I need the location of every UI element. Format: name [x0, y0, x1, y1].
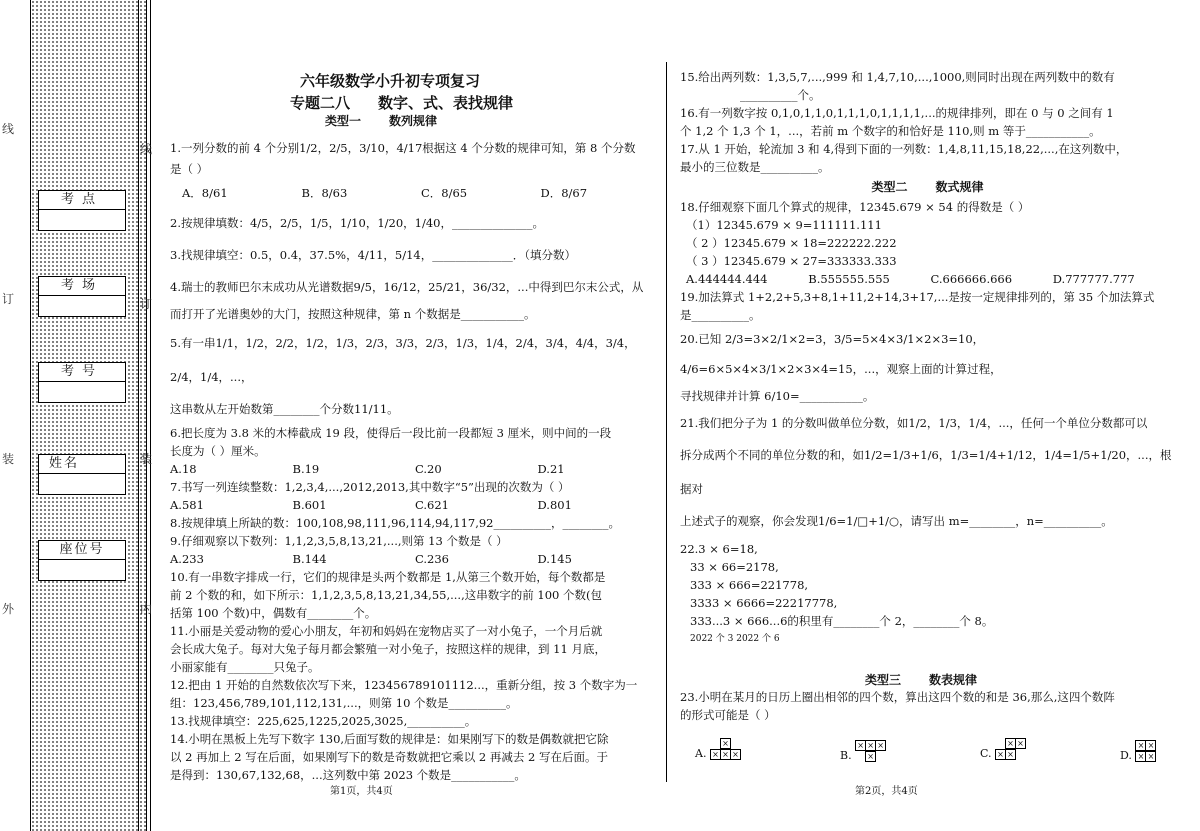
inner-mark: 线	[140, 142, 153, 156]
column-divider	[666, 62, 667, 782]
field-seat-number: 座位号	[38, 540, 126, 581]
page-title: 六年级数学小升初专项复习	[299, 72, 480, 90]
field-box[interactable]	[39, 474, 125, 494]
outer-mark: 装	[2, 452, 15, 466]
question: 寻找规律并计算 6/10=___________。	[680, 389, 875, 403]
section-heading-type3: 类型三 数表规律	[865, 673, 978, 687]
question: 这串数从左开始数第________个分数11/11。	[170, 402, 399, 416]
question: 8.按规律填上所缺的数：100,108,98,111,96,114,94,117,92__________，________。	[170, 516, 620, 530]
q23-block	[680, 688, 1175, 724]
field-box[interactable]	[39, 296, 125, 316]
question: 最小的三位数是__________。	[680, 160, 830, 174]
field-box[interactable]	[39, 560, 125, 580]
right-column	[680, 68, 1175, 648]
question: 9.仔细观察以下数列：1,1,2,3,5,8,13,21,...,则第 13 个数是（ ）	[170, 534, 508, 548]
q23-option-a[interactable]: A. × × × ×	[695, 738, 740, 760]
options: A.18 B.19 C.20 D.21	[170, 462, 565, 476]
section-heading-type1: 类型一 数列规律	[325, 114, 438, 128]
question: 上述式子的观察，你会发现1/6=1/□+1/○，请写出 m=________，n=__________。	[680, 514, 1113, 528]
field-exam-site: 考点	[38, 190, 126, 231]
question: 3.找规律填空：0.5，0.4，37.5%，4/11，5/14，______________．（填分数）	[170, 248, 576, 262]
question: 4.瑞士的教师巴尔末成功从光谱数据9/5，16/12，25/21，36/32，...中得到巴尔末公式，从	[170, 280, 644, 294]
dotted-binding-strip	[30, 0, 147, 831]
topic-title: 专题二八 数字、式、表找规律	[290, 94, 514, 112]
grid-icon: × × × ×	[995, 738, 1025, 760]
field-exam-room: 考场	[38, 276, 126, 317]
question: 拆分成两个不同的单位分数的和，如1/2=1/3+1/6，1/3=1/4+1/12，1/4=1/5+1/20，...，根据对	[680, 448, 1172, 496]
field-exam-number: 考号	[38, 362, 126, 403]
binding-margin	[12, 0, 152, 831]
question: 6.把长度为 3.8 米的木棒截成 19 段，使得后一段比前一段都短 3 厘米，则中间的一段	[170, 426, 612, 440]
q23-option-d[interactable]: D. × × × ×	[1120, 738, 1155, 762]
question: 22.3 × 6=18,	[680, 542, 758, 556]
outer-mark: 外	[2, 602, 15, 616]
question: 前 2 个数的和，如下所示：1,1,2,3,5,8,13,21,34,55,...,这串数字的前 100 个数(包	[170, 588, 602, 602]
grid-icon: × × × ×	[855, 740, 885, 762]
section-heading-type2: 类型二 数式规律	[871, 180, 984, 194]
question: 16.有一列数字按 0,1,0,1,1,0,1,1,1,0,1,1,1,1,...的规律排列，即在 0 与 0 之间有 1	[680, 106, 1114, 120]
question: 而打开了光谱奥妙的大门，按照这种规律，第 n 个数据是___________。	[170, 307, 536, 321]
question: 33 × 66=2178,	[690, 560, 779, 574]
grid-icon: × × × ×	[710, 738, 740, 760]
question: 20.已知 2/3=3×2/1×2=3，3/5=5×4×3/1×2×3=10，4/6=6×5×4×3/1×2×3×4=15，...，观察上面的计算过程，	[680, 332, 1002, 376]
options: A.444444.444 B.555555.555 C.666666.666 D.777777.777	[686, 272, 1135, 286]
question: 组：123,456,789,101,112,131,...，则第 10 个数是__________。	[170, 696, 518, 710]
inner-mark: 订	[140, 297, 153, 311]
question: 小丽家能有________只兔子。	[170, 660, 320, 674]
question: 13.找规律填空：225,625,1225,2025,3025,__________。	[170, 714, 477, 728]
left-column	[170, 138, 660, 784]
question: （ 3 ）12345.679 × 27=333333.333	[686, 254, 897, 268]
options: A.233 B.144 C.236 D.145	[170, 552, 572, 566]
question: 个 1,2 个 1,3 个 1，...，若前 m 个数字的和恰好是 110,则 m 等于___________。	[680, 124, 1101, 138]
question: 1.一列分数的前 4 个分别1/2，2/5，3/10，4/17根据这 4 个分数的规律可知，第 8 个分数	[170, 141, 636, 155]
outer-mark: 线	[2, 122, 15, 136]
inner-mark: 内	[140, 602, 153, 616]
inner-mark: 装	[140, 452, 153, 466]
page-number: 第2页，共4页	[855, 786, 918, 797]
question: 15.给出两列数：1,3,5,7,...,999 和 1,4,7,10,...,1000,则同时出现在两列数中的数有	[680, 70, 1115, 84]
q23-option-b[interactable]: B. × × × ×	[840, 738, 885, 762]
question: （1）12345.679 × 9=111111.111	[686, 218, 882, 232]
question: （ 2 ）12345.679 × 18=222222.222	[686, 236, 897, 250]
question: 以 2 再加上 2 写在后面，如果刚写下的数是奇数就把它乘以 2 再减去 2 写在后面。于	[170, 750, 609, 764]
question: 23.小明在某月的日历上圈出相邻的四个数，算出这四个数的和是 36,那么,这四个数阵	[680, 690, 1115, 704]
question: 是得到：130,67,132,68，...这列数中第 2023 个数是___________。	[170, 768, 526, 782]
question: 的形式可能是（ ）	[680, 708, 776, 722]
question: 12.把由 1 开始的自然数依次写下来，123456789101112...，重新分组，按 3 个数字为一	[170, 678, 638, 692]
q23-option-c[interactable]: C. × × × ×	[980, 738, 1025, 760]
question: 3333 × 6666=22217778,	[690, 596, 838, 610]
grid-icon: × × × ×	[1135, 740, 1155, 762]
field-box[interactable]	[39, 210, 125, 230]
question: 11.小丽是关爱动物的爱心小朋友，年初和妈妈在宠物店买了一对小兔子，一个月后就	[170, 624, 603, 638]
question: 长度为（ ）厘米。	[170, 444, 266, 458]
options: A．8/61 B．8/63 C．8/65 D．8/67	[182, 186, 588, 200]
question: 21.我们把分子为 1 的分数叫做单位分数，如1/2，1/3，1/4，...，任何一个单位分数都可以	[680, 416, 1148, 430]
page-number: 第1页，共4页	[330, 786, 393, 797]
binding-line	[138, 0, 139, 831]
field-box[interactable]	[39, 382, 125, 402]
binding-line-2	[150, 0, 151, 831]
question: 333...3 × 666...6的积里有________个 2，________个 8。	[690, 614, 994, 628]
question: 是（ ）	[170, 162, 209, 176]
question: 333 × 666=221778,	[690, 578, 809, 592]
options: A.581 B.601 C.621 D.801	[170, 498, 572, 512]
field-name: 姓名	[38, 454, 126, 495]
question: 7.书写一列连续整数：1,2,3,4,...,2012,2013,其中数字“5”出现的次数为（ ）	[170, 480, 570, 494]
question: __________个。	[740, 88, 821, 102]
question: 5.有一串1/1，1/2，2/2，1/2，1/3，2/3，3/3，2/3，1/3，1/4，2/4，3/4，4/4，3/4，2/4，1/4，...，	[170, 336, 636, 384]
question: 是__________。	[680, 308, 761, 322]
question: 18.仔细观察下面几个算式的规律，12345.679 × 54 的得数是（ ）	[680, 200, 1030, 214]
question: 会长成大兔子。每对大兔子每月都会繁殖一对小兔子，按照这样的规律，到 11 月底，	[170, 642, 606, 656]
question: 19.加法算式 1+2,2+5,3+8,1+11,2+14,3+17,...是按一定规律排列的，第 35 个加法算式	[680, 290, 1155, 304]
question: 2.按规律填数：4/5，2/5，1/5，1/10，1/20，1/40，______________。	[170, 216, 544, 230]
question: 括第 100 个数)中，偶数有________个。	[170, 606, 377, 620]
outer-mark: 订	[2, 292, 15, 306]
question: 10.有一串数字排成一行，它们的规律是头两个数都是 1,从第三个数开始，每个数都是	[170, 570, 606, 584]
question: 14.小明在黑板上先写下数字 130,后面写数的规律是：如果刚写下的数是偶数就把它除	[170, 732, 609, 746]
question: 17.从 1 开始，轮流加 3 和 4,得到下面的一列数：1,4,8,11,15,18,22,...,在这列数中，	[680, 142, 1128, 156]
answer-note: 2022 个 3 2022 个 6	[690, 634, 780, 644]
